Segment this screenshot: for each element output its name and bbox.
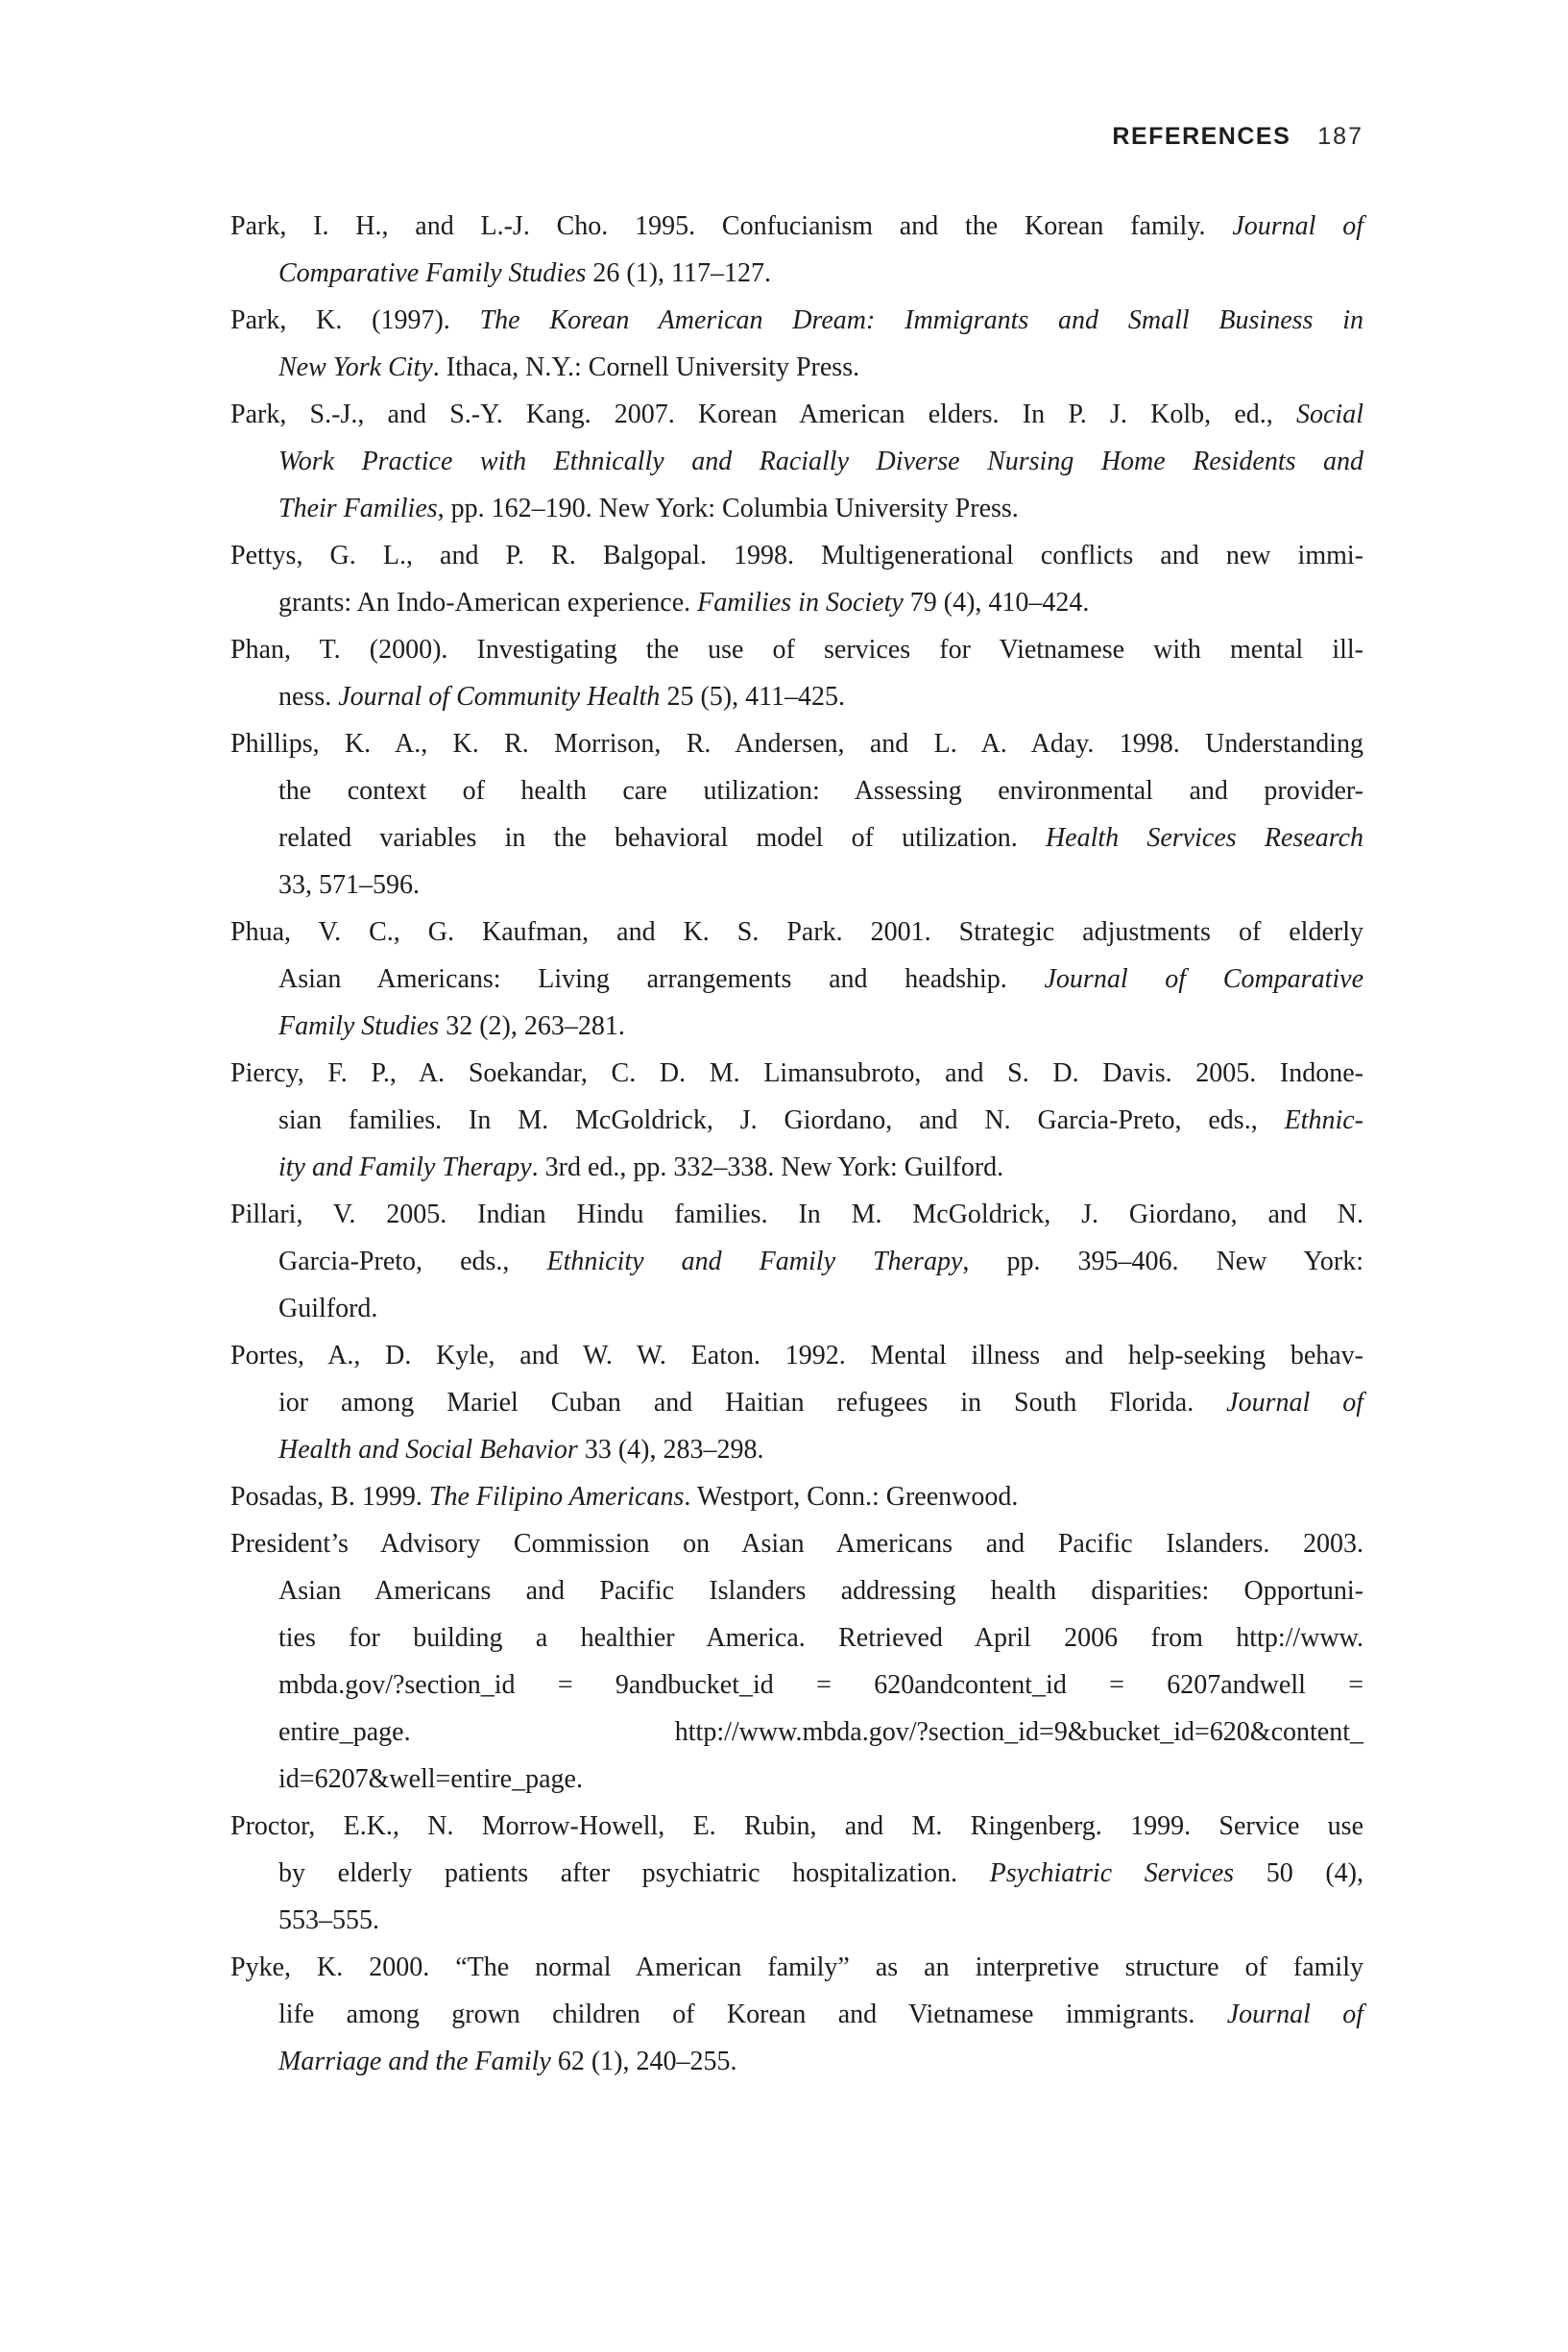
page-number: 187 [1317,123,1363,150]
reference-line: life among grown children of Korean and Vietnamese immigrants. Journal of [278,2000,1363,2029]
reference-line: Posadas, B. 1999. The Filipino Americans. Westport, Conn.: Greenwood. [230,1482,1019,1512]
reference-line: Work Practice with Ethnically and Racially Diverse Nursing Home Residents and [278,447,1363,476]
reference-entry [230,297,1363,391]
reference-line: 33, 571–596. [278,870,420,900]
reference-line: ity and Family Therapy. 3rd ed., pp. 332–338. New York: Guilford. [278,1152,1004,1182]
reference-line: Asian Americans and Pacific Islanders addressing health disparities: Opportuni- [278,1576,1363,1606]
reference-entry [230,909,1363,1050]
reference-entry [230,1473,1363,1520]
reference-line: President’s Advisory Commission on Asian Americans and Pacific Islanders. 2003. [230,1529,1363,1559]
reference-line: ior among Mariel Cuban and Haitian refugees in South Florida. Journal of [278,1388,1363,1418]
reference-line: Family Studies 32 (2), 263–281. [278,1011,625,1041]
reference-line: Park, K. (1997). The Korean American Dream: Immigrants and Small Business in [230,305,1363,335]
reference-entry [230,1050,1363,1191]
reference-line: sian families. In M. McGoldrick, J. Giordano, and N. Garcia-Preto, eds., Ethnic- [278,1105,1363,1135]
reference-entry [230,720,1363,909]
reference-entry [230,203,1363,297]
reference-line: Portes, A., D. Kyle, and W. W. Eaton. 1992. Mental illness and help-seeking behav- [230,1341,1363,1370]
reference-line: Garcia-Preto, eds., Ethnicity and Family Therapy, pp. 395–406. New York: [278,1247,1363,1276]
reference-line: Phan, T. (2000). Investigating the use of services for Vietnamese with mental ill- [230,635,1363,665]
reference-line: Proctor, E.K., N. Morrow-Howell, E. Rubin, and M. Ringenberg. 1999. Service use [230,1811,1363,1841]
reference-line: 553–555. [278,1905,379,1935]
reference-line: mbda.gov/?section_id = 9andbucket_id = 620andcontent_id = 6207andwell = [278,1670,1363,1700]
reference-line: Park, S.-J., and S.-Y. Kang. 2007. Korean American elders. In P. J. Kolb, ed., Social [230,400,1363,429]
reference-line: Piercy, F. P., A. Soekandar, C. D. M. Limansubroto, and S. D. Davis. 2005. Indone- [230,1058,1363,1088]
reference-line: Health and Social Behavior 33 (4), 283–298. [278,1435,764,1465]
reference-line: ness. Journal of Community Health 25 (5), 411–425. [278,682,846,712]
reference-line: Guilford. [278,1294,378,1323]
page-header [1112,123,1363,151]
reference-line: Marriage and the Family 62 (1), 240–255. [278,2047,737,2076]
reference-line: by elderly patients after psychiatric hospitalization. Psychiatric Services 50 (4), [278,1858,1363,1888]
references-list [230,203,1363,2085]
reference-entry [230,532,1363,626]
reference-line: Park, I. H., and L.-J. Cho. 1995. Confucianism and the Korean family. Journal of [230,211,1363,241]
reference-line: Phillips, K. A., K. R. Morrison, R. Andersen, and L. A. Aday. 1998. Understanding [230,729,1363,759]
reference-entry [230,1803,1363,1944]
reference-line: Phua, V. C., G. Kaufman, and K. S. Park. 2001. Strategic adjustments of elderly [230,917,1363,947]
reference-line: New York City. Ithaca, N.Y.: Cornell University Press. [278,352,860,382]
reference-line: Comparative Family Studies 26 (1), 117–127. [278,258,772,288]
reference-line: entire_page. http://www.mbda.gov/?section_id=9&bucket_id=620&content_ [278,1717,1363,1747]
reference-entry [230,1520,1363,1803]
reference-line: Pettys, G. L., and P. R. Balgopal. 1998. Multigenerational conflicts and new immi- [230,541,1363,570]
reference-entry [230,391,1363,532]
reference-line: grants: An Indo-American experience. Families in Society 79 (4), 410–424. [278,588,1090,618]
reference-entry [230,1191,1363,1332]
reference-entry [230,626,1363,720]
reference-line: id=6207&well=entire_page. [278,1764,583,1794]
reference-line: Pillari, V. 2005. Indian Hindu families. In M. McGoldrick, J. Giordano, and N. [230,1200,1363,1229]
reference-line: the context of health care utilization: Assessing environmental and provider- [278,776,1363,806]
reference-entry [230,1944,1363,2085]
reference-line: Their Families, pp. 162–190. New York: Columbia University Press. [278,494,1019,523]
reference-line: related variables in the behavioral model of utilization. Health Services Research [278,823,1363,853]
reference-line: ties for building a healthier America. Retrieved April 2006 from http://www. [278,1623,1363,1653]
running-head: REFERENCES [1112,123,1291,150]
reference-entry [230,1332,1363,1473]
reference-line: Asian Americans: Living arrangements and headship. Journal of Comparative [278,964,1363,994]
reference-line: Pyke, K. 2000. “The normal American family” as an interpretive structure of family [230,1952,1363,1982]
